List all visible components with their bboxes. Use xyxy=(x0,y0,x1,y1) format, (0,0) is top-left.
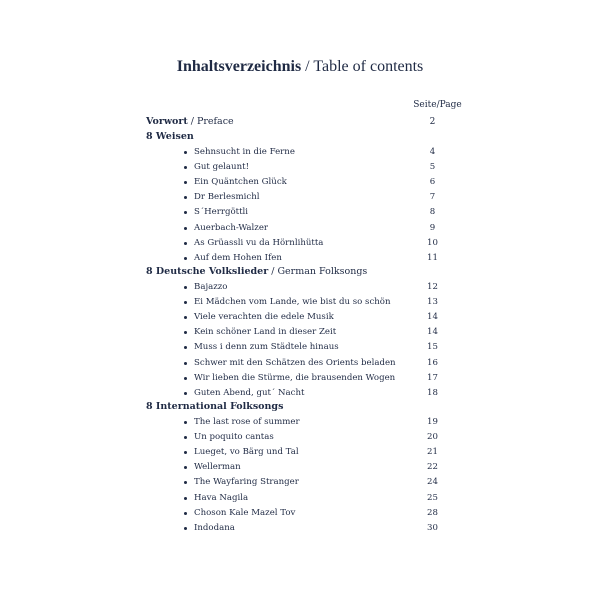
toc-entry-title: Lueget, vo Bärg und Tal xyxy=(194,447,299,458)
bullet-icon xyxy=(184,527,187,530)
bullet-icon xyxy=(184,436,187,439)
toc-entry[interactable] xyxy=(176,523,476,537)
toc-entry-title: Dr Berlesmichl xyxy=(194,192,260,203)
bullet-icon xyxy=(184,181,187,184)
bullet-icon xyxy=(184,286,187,289)
toc-entry-title: Viele verachten die edele Musik xyxy=(194,312,334,323)
bullet-icon xyxy=(184,392,187,395)
toc-entry-title: As Grüassli vu da Hörnlihütta xyxy=(194,237,324,248)
bullet-icon xyxy=(184,331,187,334)
toc-entry-page-number: 6 xyxy=(429,177,436,188)
toc-entry-page-number: 11 xyxy=(427,252,438,263)
bullet-icon xyxy=(184,211,187,214)
section-heading xyxy=(146,401,283,412)
toc-entry-page-number: 16 xyxy=(427,357,438,368)
preface-heading xyxy=(146,116,234,127)
page-title-bold: Inhaltsverzeichnis xyxy=(176,58,302,75)
toc-entry-page-number: 13 xyxy=(427,297,438,308)
toc-entry[interactable] xyxy=(176,162,476,176)
toc-entry-title: Hava Nagila xyxy=(194,492,249,503)
bullet-icon xyxy=(184,242,187,245)
toc-entry[interactable] xyxy=(176,327,476,341)
toc-entry-page-number: 18 xyxy=(427,387,438,398)
toc-entry-page-number: 17 xyxy=(427,372,438,383)
bullet-icon xyxy=(184,377,187,380)
toc-entry[interactable] xyxy=(176,373,476,387)
toc-entry[interactable] xyxy=(176,447,476,461)
toc-entry-title: S´Herrgöttli xyxy=(194,207,249,218)
toc-entry-title: The last rose of summer xyxy=(194,417,300,427)
toc-entry-title: Bajazzo xyxy=(194,282,228,292)
bullet-icon xyxy=(184,497,187,500)
bullet-icon xyxy=(184,481,187,484)
toc-entry[interactable] xyxy=(176,297,476,311)
preface-heading-rest: / Preface xyxy=(187,116,234,127)
toc-entry[interactable] xyxy=(176,147,476,161)
toc-entry-page-number: 14 xyxy=(427,327,438,338)
page-title xyxy=(0,58,600,76)
toc-entry-page-number: 24 xyxy=(427,477,438,488)
toc-entry[interactable] xyxy=(176,342,476,356)
preface-page-number: 2 xyxy=(429,117,436,127)
toc-entry-title: Wir lieben die Stürme, die brausenden Wogen xyxy=(194,372,396,383)
toc-entry[interactable] xyxy=(176,192,476,206)
bullet-icon xyxy=(184,257,187,260)
toc-entry-page-number: 28 xyxy=(427,507,438,518)
bullet-icon xyxy=(184,301,187,304)
toc-entry-page-number: 15 xyxy=(427,342,438,353)
toc-entry-page-number: 21 xyxy=(427,447,438,458)
toc-entry-title: Wellerman xyxy=(194,462,241,473)
toc-entry-title: Kein schöner Land in dieser Zeit xyxy=(194,327,337,338)
toc-entry[interactable] xyxy=(176,462,476,476)
toc-entry-title: Gut gelaunt! xyxy=(194,162,250,173)
toc-entry-page-number: 4 xyxy=(429,147,436,157)
toc-entry[interactable] xyxy=(176,493,476,507)
bullet-icon xyxy=(184,346,187,349)
toc-entry[interactable] xyxy=(176,253,476,267)
toc-entry[interactable] xyxy=(176,238,476,252)
bullet-icon xyxy=(184,512,187,515)
toc-entry-page-number: 10 xyxy=(427,237,438,248)
bullet-icon xyxy=(184,151,187,154)
toc-entry[interactable] xyxy=(176,417,476,431)
toc-entry-page-number: 5 xyxy=(429,162,436,173)
toc-entry-title: Guten Abend, gut´ Nacht xyxy=(194,387,305,398)
toc-entry-title: Sehnsucht in die Ferne xyxy=(194,147,295,157)
toc-entry-page-number: 12 xyxy=(427,282,438,292)
toc-entry-title: Indodana xyxy=(194,522,235,533)
toc-entry[interactable] xyxy=(176,388,476,402)
toc-entry-title: Ei Mädchen vom Lande, wie bist du so schön xyxy=(194,297,391,308)
toc-entry[interactable] xyxy=(176,508,476,522)
toc-entry-page-number: 30 xyxy=(427,522,438,533)
bullet-icon xyxy=(184,466,187,469)
bullet-icon xyxy=(184,421,187,424)
toc-entry-page-number: 20 xyxy=(427,432,438,443)
toc-entry-title: Auerbach-Walzer xyxy=(194,222,269,233)
toc-entry-title: Un poquito cantas xyxy=(194,432,274,443)
toc-entry[interactable] xyxy=(176,358,476,372)
section-heading-bold: 8 Weisen xyxy=(146,131,194,142)
bullet-icon xyxy=(184,166,187,169)
toc-entry-page-number: 25 xyxy=(427,492,438,503)
toc-entry-page-number: 9 xyxy=(429,222,436,233)
toc-entry-page-number: 14 xyxy=(427,312,438,323)
page-column-header: Seite/Page xyxy=(413,100,462,110)
bullet-icon xyxy=(184,227,187,230)
toc-entry-title: Muss i denn zum Städtele hinaus xyxy=(194,342,339,353)
toc-entry[interactable] xyxy=(176,177,476,191)
toc-entry-page-number: 8 xyxy=(429,207,436,218)
section-heading xyxy=(146,131,194,142)
toc-entry[interactable] xyxy=(176,207,476,221)
bullet-icon xyxy=(184,451,187,454)
toc-entry[interactable] xyxy=(176,477,476,491)
preface-heading-bold: Vorwort xyxy=(146,116,188,127)
section-heading-rest: / German Folksongs xyxy=(268,266,368,277)
toc-entry[interactable] xyxy=(176,223,476,237)
toc-entry-title: Ein Quäntchen Glück xyxy=(194,177,287,188)
toc-entry-page-number: 22 xyxy=(427,462,438,473)
toc-entry-page-number: 19 xyxy=(427,417,438,427)
section-heading-bold: 8 Deutsche Volkslieder xyxy=(146,266,269,277)
bullet-icon xyxy=(184,196,187,199)
toc-entry[interactable] xyxy=(176,432,476,446)
toc-entry[interactable] xyxy=(176,282,476,296)
section-heading xyxy=(146,266,367,277)
bullet-icon xyxy=(184,362,187,365)
bullet-icon xyxy=(184,316,187,319)
toc-entry-title: The Wayfaring Stranger xyxy=(194,477,299,488)
toc-entry-title: Schwer mit den Schätzen des Orients beladen xyxy=(194,357,396,368)
page-title-rest: / Table of contents xyxy=(301,58,424,75)
toc-entry[interactable] xyxy=(176,312,476,326)
section-heading-bold: 8 International Folksongs xyxy=(146,401,284,412)
toc-entry-page-number: 7 xyxy=(429,192,436,203)
toc-entry-title: Choson Kale Mazel Tov xyxy=(194,507,296,518)
toc-entry-title: Auf dem Hohen Ifen xyxy=(194,252,282,263)
